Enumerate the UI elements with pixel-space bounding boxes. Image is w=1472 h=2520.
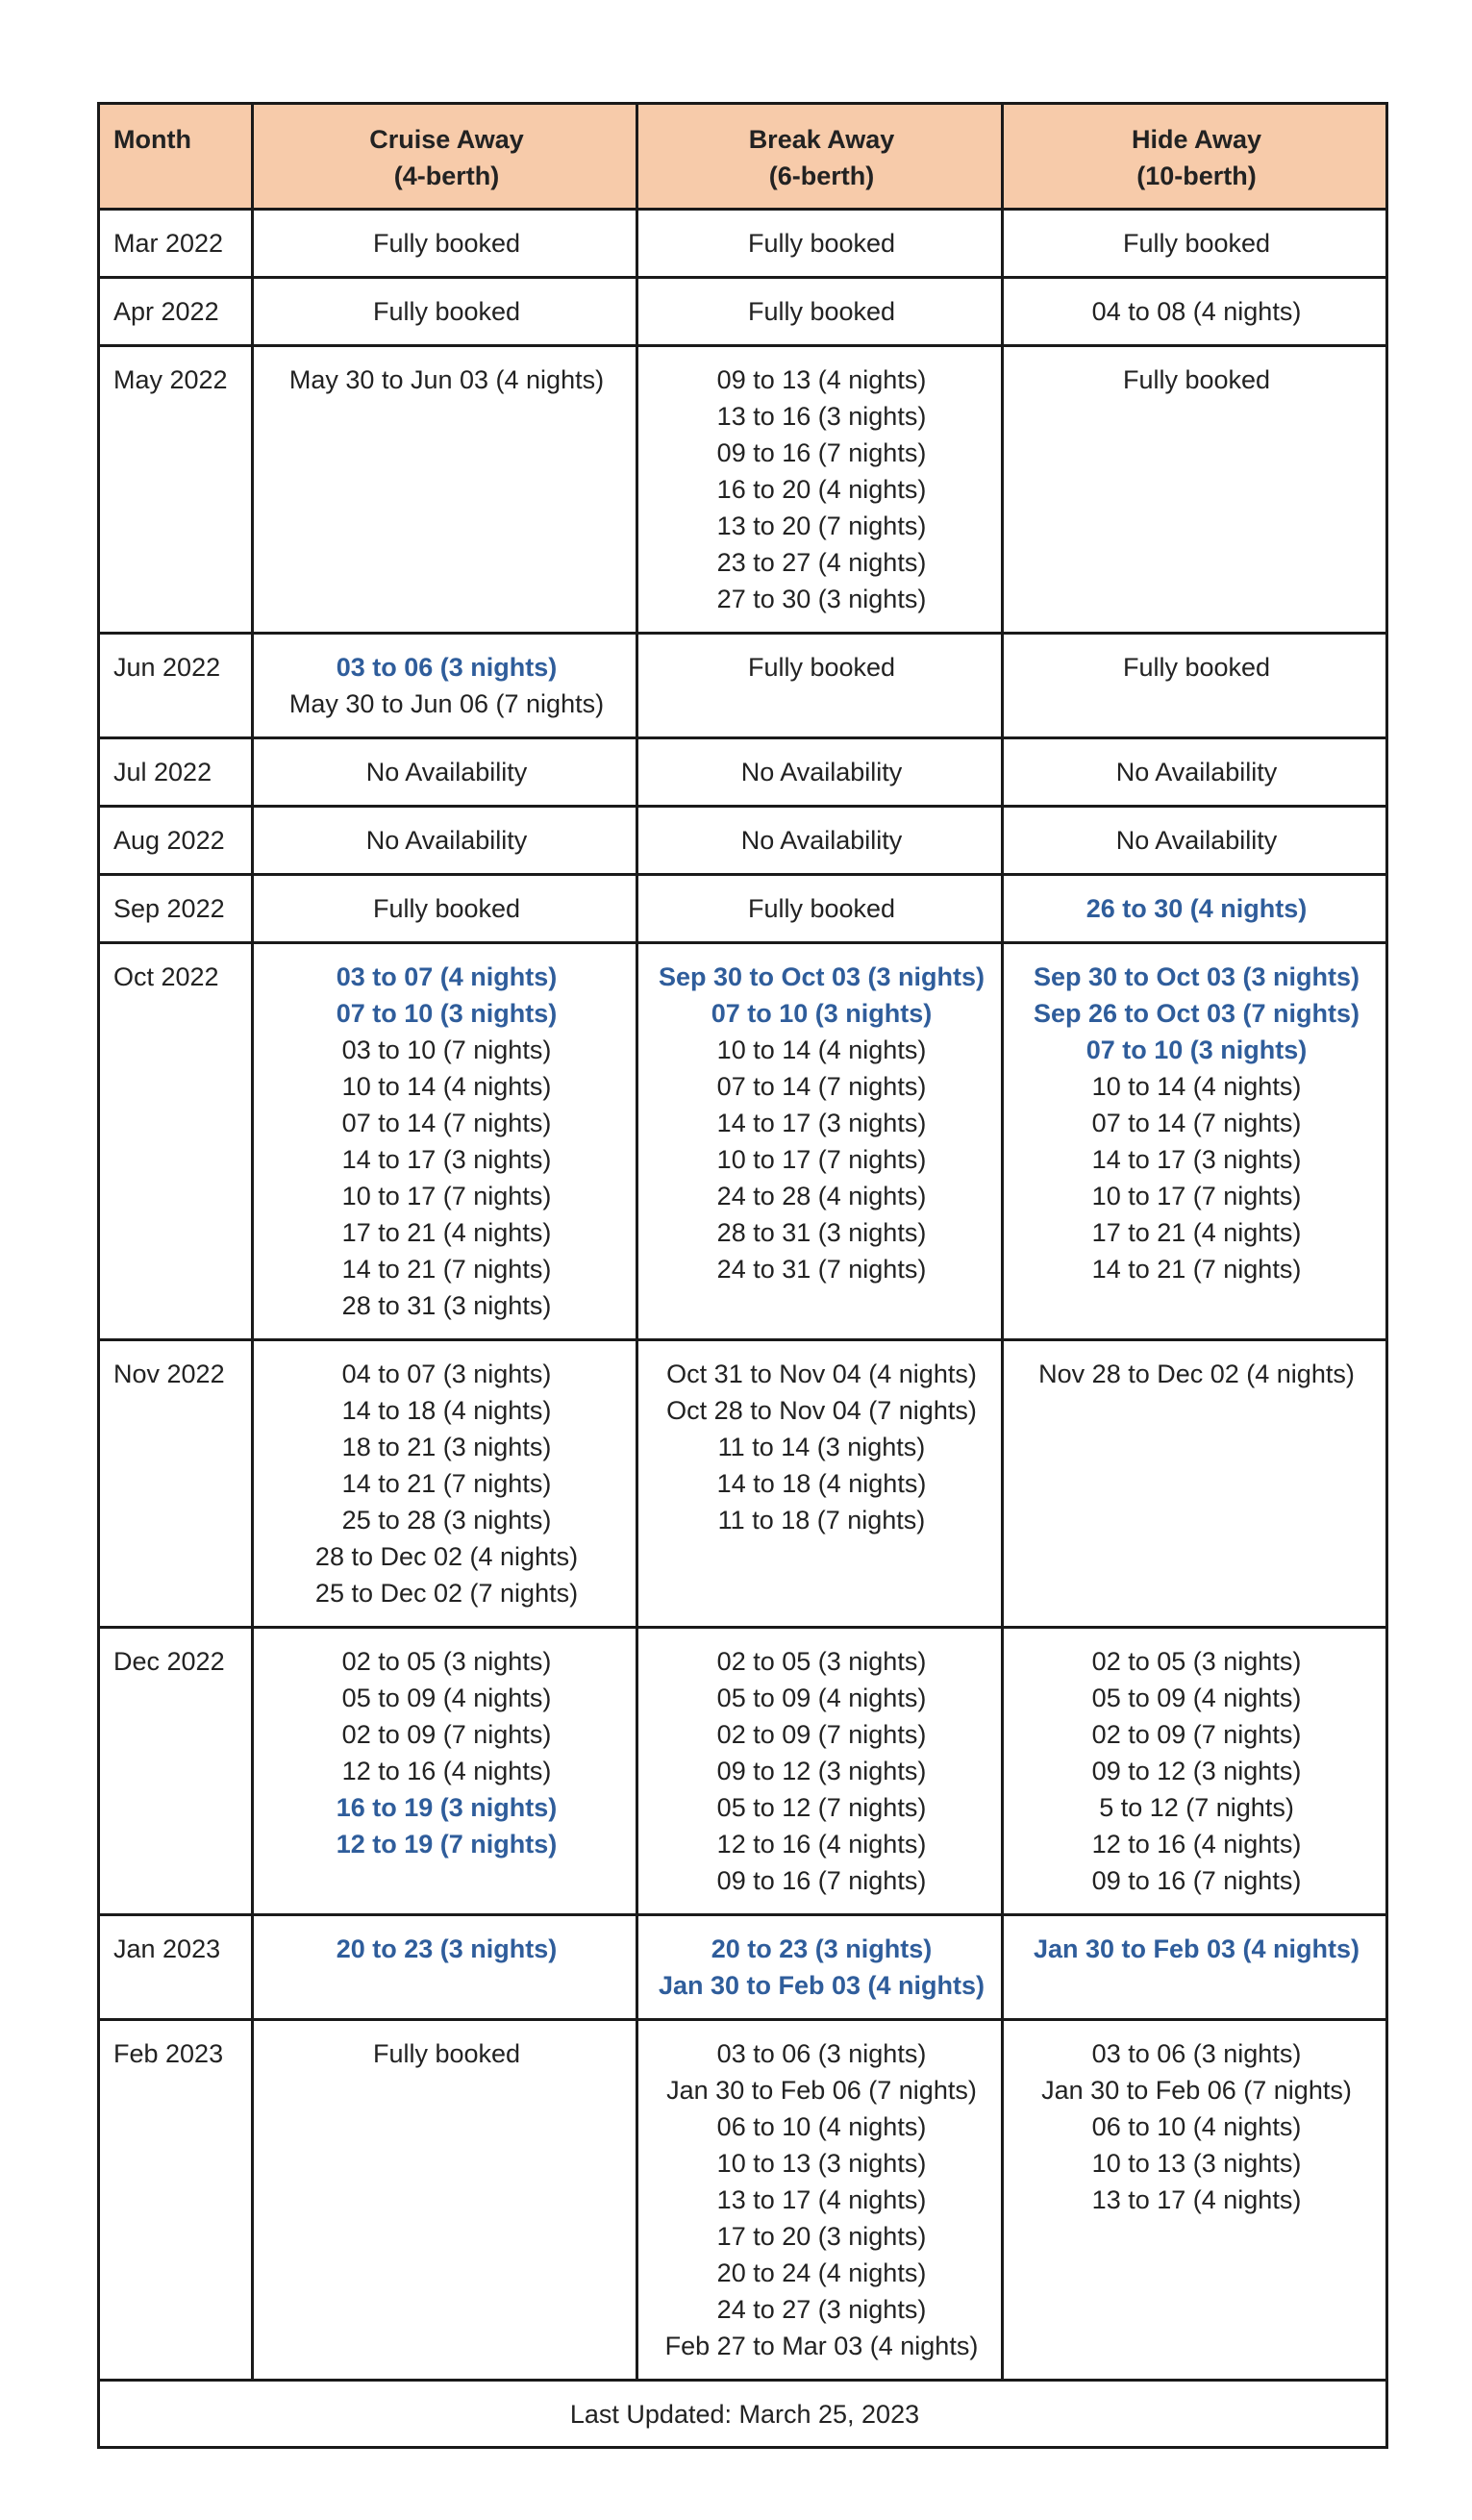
break-away-cell [637,1915,1003,2020]
availability-entry: Fully booked [747,297,896,326]
availability-entry: No Availability [1115,758,1278,786]
availability-entry: 10 to 13 (3 nights) [716,2149,927,2178]
break-away-cell [637,1340,1003,1628]
hide-away-cell [1003,1628,1387,1915]
break-away-cell [637,278,1003,346]
availability-entry: No Availability [365,826,528,855]
break-away-cell [637,210,1003,278]
availability-entry: 09 to 12 (3 nights) [1091,1757,1302,1785]
header-break-away [637,104,1003,210]
cruise-away-cell [253,738,637,807]
availability-entry: 10 to 14 (4 nights) [341,1072,552,1101]
availability-entry: 06 to 10 (4 nights) [716,2112,927,2141]
break-away-cell [637,2020,1003,2381]
availability-entry: 05 to 09 (4 nights) [341,1684,552,1712]
last-updated-note: Last Updated: March 25, 2023 [99,2381,1387,2448]
availability-entry: Feb 27 to Mar 03 (4 nights) [664,2332,979,2360]
table-row [99,738,1387,807]
availability-entry: 23 to 27 (4 nights) [716,548,927,577]
availability-entry: No Availability [365,758,528,786]
availability-entry: 05 to 09 (4 nights) [1091,1684,1302,1712]
availability-entry: 10 to 17 (7 nights) [341,1182,552,1210]
availability-entry: 14 to 17 (3 nights) [1091,1145,1302,1174]
cruise-away-cell [253,346,637,634]
availability-entry: 5 to 12 (7 nights) [1099,1793,1294,1822]
hide-away-cell [1003,210,1387,278]
availability-entry: 28 to Dec 02 (4 nights) [314,1542,579,1571]
availability-entry: 13 to 17 (4 nights) [1091,2185,1302,2214]
availability-entry: No Availability [740,826,903,855]
availability-entry: 03 to 06 (3 nights) [1091,2039,1302,2068]
month-cell: Oct 2022 [99,943,253,1340]
availability-entry: 09 to 12 (3 nights) [716,1757,927,1785]
availability-entry: 14 to 18 (4 nights) [716,1469,927,1498]
month-cell: May 2022 [99,346,253,634]
table-row [99,1915,1387,2020]
availability-entry: 09 to 16 (7 nights) [716,1866,927,1895]
availability-entry: Fully booked [372,229,521,258]
availability-entry: 10 to 17 (7 nights) [716,1145,927,1174]
break-away-cell [637,1628,1003,1915]
cruise-away-cell [253,807,637,875]
availability-entry: Oct 31 to Nov 04 (4 nights) [666,1360,977,1388]
header-line: (10-berth) [1136,162,1257,190]
availability-entry: 10 to 14 (4 nights) [1091,1072,1302,1101]
availability-entry: 10 to 17 (7 nights) [1091,1182,1302,1210]
availability-entry: 04 to 07 (3 nights) [341,1360,552,1388]
break-away-cell [637,738,1003,807]
table-row [99,875,1387,943]
availability-entry: 12 to 16 (4 nights) [341,1757,552,1785]
month-cell: Apr 2022 [99,278,253,346]
header-line: Cruise Away [369,125,524,154]
availability-entry: 06 to 10 (4 nights) [1091,2112,1302,2141]
availability-entry: 07 to 14 (7 nights) [1091,1109,1302,1137]
month-cell: Mar 2022 [99,210,253,278]
availability-entry: 02 to 05 (3 nights) [1091,1647,1302,1676]
availability-entry: Fully booked [747,894,896,923]
availability-entry: 28 to 31 (3 nights) [716,1218,927,1247]
availability-entry: Jan 30 to Feb 06 (7 nights) [666,2076,977,2105]
availability-entry: 13 to 16 (3 nights) [716,402,927,431]
table-row [99,807,1387,875]
availability-entry: Fully booked [372,297,521,326]
availability-entry: Fully booked [1122,365,1271,394]
availability-table [97,102,1388,2449]
availability-entry: 14 to 21 (7 nights) [341,1255,552,1284]
availability-entry: 12 to 16 (4 nights) [1091,1830,1302,1859]
availability-entry: 24 to 31 (7 nights) [716,1255,927,1284]
header-line: Hide Away [1131,125,1262,154]
cruise-away-cell [253,1628,637,1915]
availability-entry-highlighted: 03 to 07 (4 nights) [336,962,558,991]
availability-entry: 14 to 17 (3 nights) [716,1109,927,1137]
hide-away-cell [1003,2020,1387,2381]
hide-away-cell [1003,738,1387,807]
month-cell: Jun 2022 [99,634,253,738]
availability-entry: 25 to Dec 02 (7 nights) [314,1579,579,1608]
availability-entry: 17 to 20 (3 nights) [716,2222,927,2251]
availability-entry-highlighted: 12 to 19 (7 nights) [336,1830,558,1859]
availability-entry: 09 to 16 (7 nights) [716,438,927,467]
availability-entry: 05 to 09 (4 nights) [716,1684,927,1712]
availability-entry: 24 to 28 (4 nights) [716,1182,927,1210]
availability-entry: 10 to 13 (3 nights) [1091,2149,1302,2178]
availability-entry: Fully booked [372,2039,521,2068]
table-row [99,1628,1387,1915]
header-hide-away [1003,104,1387,210]
table-row [99,634,1387,738]
availability-entry: Fully booked [747,653,896,682]
availability-entry-highlighted: 07 to 10 (3 nights) [711,999,933,1028]
availability-entry: 02 to 05 (3 nights) [341,1647,552,1676]
availability-entry: 16 to 20 (4 nights) [716,475,927,504]
cruise-away-cell [253,1340,637,1628]
availability-entry-highlighted: 26 to 30 (4 nights) [1085,894,1308,923]
footer-row [99,2381,1387,2448]
availability-entry-highlighted: 16 to 19 (3 nights) [336,1793,558,1822]
cruise-away-cell [253,1915,637,2020]
availability-entry: Nov 28 to Dec 02 (4 nights) [1038,1360,1355,1388]
availability-entry-highlighted: 03 to 06 (3 nights) [336,653,558,682]
availability-entry-highlighted: 07 to 10 (3 nights) [336,999,558,1028]
availability-entry: Oct 28 to Nov 04 (7 nights) [666,1396,977,1425]
cruise-away-cell [253,210,637,278]
month-cell: Feb 2023 [99,2020,253,2381]
header-line: Month [113,125,191,154]
availability-entry: Fully booked [372,894,521,923]
availability-entry: 03 to 06 (3 nights) [716,2039,927,2068]
availability-entry: 02 to 09 (7 nights) [341,1720,552,1749]
availability-entry: 18 to 21 (3 nights) [341,1433,552,1461]
availability-entry-highlighted: Jan 30 to Feb 03 (4 nights) [658,1971,985,2000]
hide-away-cell [1003,278,1387,346]
table-row [99,1340,1387,1628]
availability-entry: 09 to 16 (7 nights) [1091,1866,1302,1895]
hide-away-cell [1003,807,1387,875]
month-cell: Dec 2022 [99,1628,253,1915]
header-line: (6-berth) [768,162,875,190]
cruise-away-cell [253,634,637,738]
availability-entry: 14 to 18 (4 nights) [341,1396,552,1425]
availability-entry: 13 to 20 (7 nights) [716,511,927,540]
break-away-cell [637,634,1003,738]
month-cell: Nov 2022 [99,1340,253,1628]
cruise-away-cell [253,943,637,1340]
availability-entry: 02 to 09 (7 nights) [716,1720,927,1749]
availability-entry: 03 to 10 (7 nights) [341,1035,552,1064]
availability-entry: 17 to 21 (4 nights) [1091,1218,1302,1247]
table-body [99,210,1387,2381]
availability-entry-highlighted: Jan 30 to Feb 03 (4 nights) [1033,1934,1360,1963]
hide-away-cell [1003,943,1387,1340]
cruise-away-cell [253,278,637,346]
availability-entry: 05 to 12 (7 nights) [716,1793,927,1822]
break-away-cell [637,875,1003,943]
header-cruise-away [253,104,637,210]
availability-entry: 04 to 08 (4 nights) [1091,297,1302,326]
availability-entry: 07 to 14 (7 nights) [716,1072,927,1101]
availability-entry: Fully booked [1122,653,1271,682]
availability-entry: 24 to 27 (3 nights) [716,2295,927,2324]
availability-entry: 09 to 13 (4 nights) [716,365,927,394]
availability-entry-highlighted: Sep 26 to Oct 03 (7 nights) [1033,999,1360,1028]
availability-entry-highlighted: 20 to 23 (3 nights) [711,1934,933,1963]
table-row [99,210,1387,278]
availability-entry: May 30 to Jun 06 (7 nights) [288,689,605,718]
header-line: (4-berth) [393,162,500,190]
break-away-cell [637,943,1003,1340]
cruise-away-cell [253,875,637,943]
header-line: Break Away [748,125,895,154]
availability-entry: 14 to 21 (7 nights) [1091,1255,1302,1284]
availability-entry: 12 to 16 (4 nights) [716,1830,927,1859]
availability-entry: 25 to 28 (3 nights) [341,1506,552,1534]
availability-entry-highlighted: Sep 30 to Oct 03 (3 nights) [658,962,985,991]
availability-entry: 14 to 21 (7 nights) [341,1469,552,1498]
break-away-cell [637,807,1003,875]
table-row [99,278,1387,346]
table-row [99,2020,1387,2381]
availability-entry: 10 to 14 (4 nights) [716,1035,927,1064]
availability-entry: 02 to 05 (3 nights) [716,1647,927,1676]
hide-away-cell [1003,1915,1387,2020]
hide-away-cell [1003,875,1387,943]
availability-entry-highlighted: 07 to 10 (3 nights) [1085,1035,1308,1064]
hide-away-cell [1003,634,1387,738]
month-cell: Aug 2022 [99,807,253,875]
availability-entry: 11 to 18 (7 nights) [717,1506,926,1534]
availability-entry: No Availability [1115,826,1278,855]
availability-entry: 27 to 30 (3 nights) [716,585,927,613]
availability-entry: Fully booked [747,229,896,258]
availability-entry-highlighted: 20 to 23 (3 nights) [336,1934,558,1963]
availability-entry: 14 to 17 (3 nights) [341,1145,552,1174]
availability-entry: 07 to 14 (7 nights) [341,1109,552,1137]
table-row [99,943,1387,1340]
break-away-cell [637,346,1003,634]
month-cell: Jul 2022 [99,738,253,807]
header-month [99,104,253,210]
availability-entry: 20 to 24 (4 nights) [716,2258,927,2287]
availability-entry: May 30 to Jun 03 (4 nights) [288,365,605,394]
availability-entry: 02 to 09 (7 nights) [1091,1720,1302,1749]
availability-entry: 11 to 14 (3 nights) [717,1433,926,1461]
availability-entry: 28 to 31 (3 nights) [341,1291,552,1320]
month-cell: Sep 2022 [99,875,253,943]
availability-entry: Jan 30 to Feb 06 (7 nights) [1041,2076,1352,2105]
cruise-away-cell [253,2020,637,2381]
hide-away-cell [1003,1340,1387,1628]
availability-entry: 17 to 21 (4 nights) [341,1218,552,1247]
table-row [99,346,1387,634]
availability-entry: 13 to 17 (4 nights) [716,2185,927,2214]
hide-away-cell [1003,346,1387,634]
month-cell: Jan 2023 [99,1915,253,2020]
availability-entry: Fully booked [1122,229,1271,258]
table-header-row [99,104,1387,210]
availability-entry: No Availability [740,758,903,786]
availability-entry-highlighted: Sep 30 to Oct 03 (3 nights) [1033,962,1360,991]
